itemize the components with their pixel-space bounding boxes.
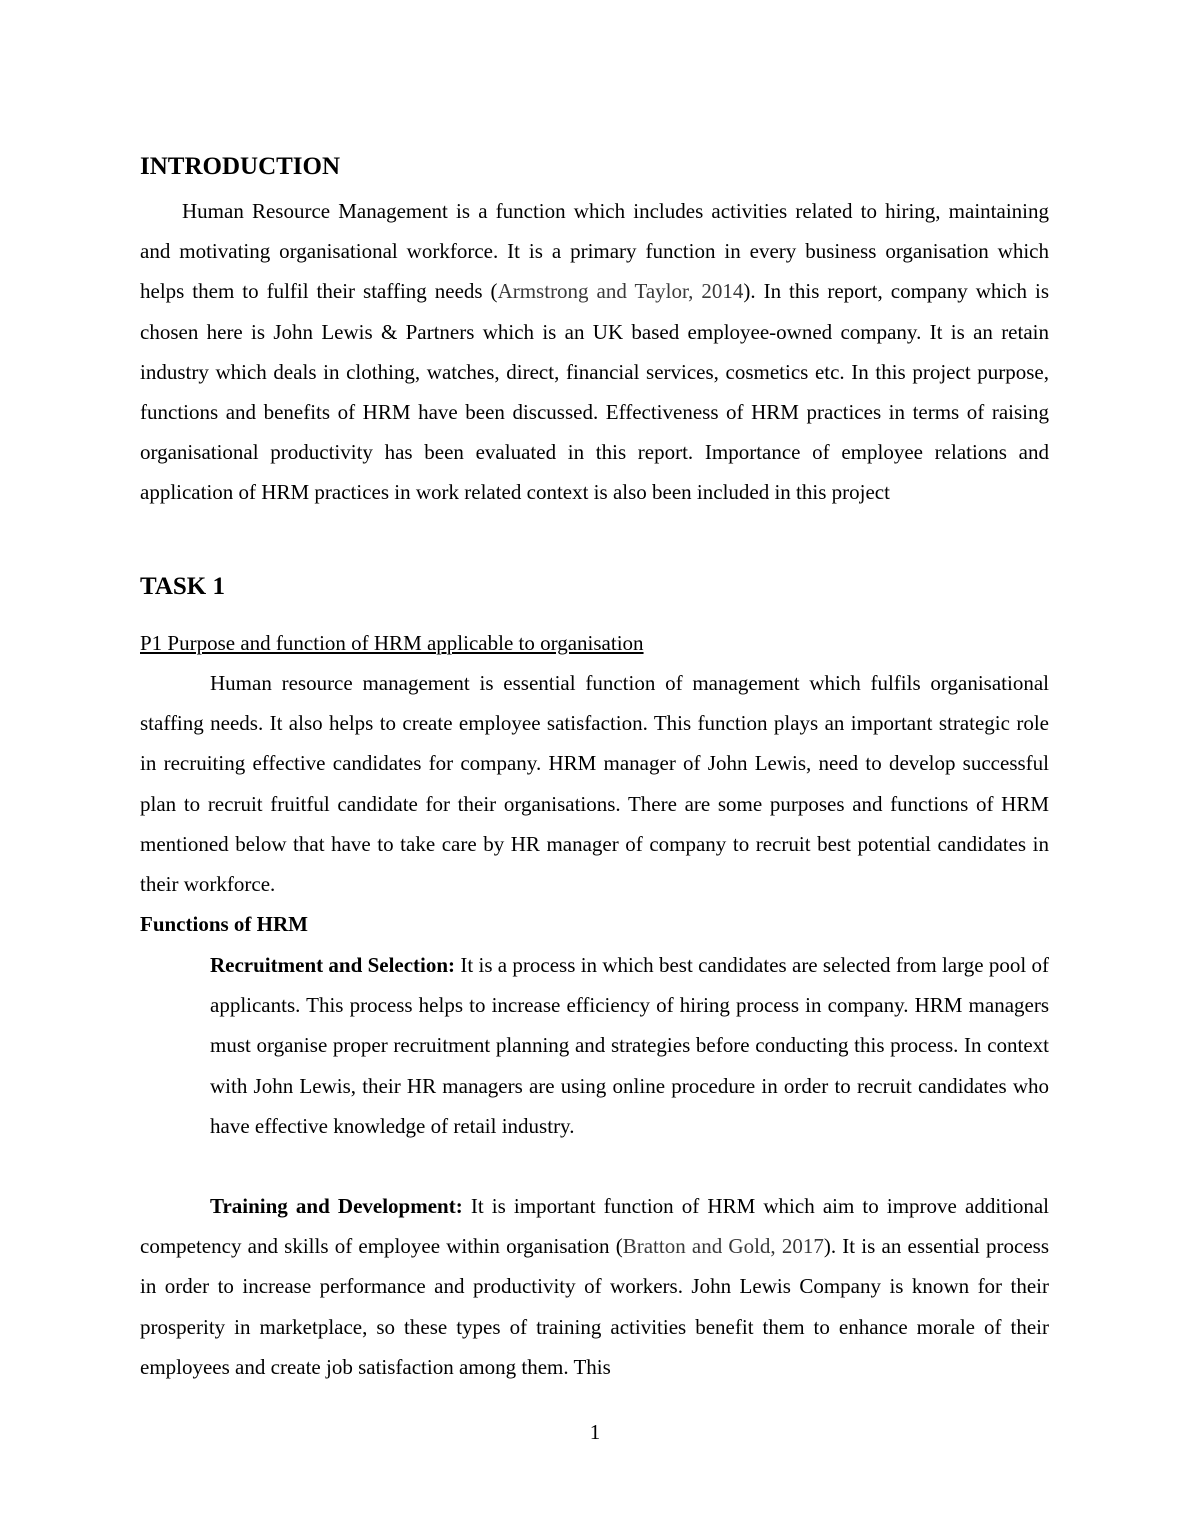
intro-text-end: ). In this report, company which is chosen here is John Lewis & Partners which is an UK based employee-owned company. It is an retain industry which deals in clothing, watches, direct, financial services, cosmetics etc. In this project purpose, functions and benefits of HRM have been discussed. Effectiveness of HRM practices in terms of raising organisational productivity has been evaluated in this report. Importance of employee relations and application of HRM practices in work related context is also been included in this project xyxy=(140,279,1050,505)
p1-subheading: P1 Purpose and function of HRM applicable to organisation xyxy=(140,631,644,655)
training-label: Training and Development: xyxy=(210,1194,463,1218)
training-text-end: ). It is an essential process in order to increase performance and productivity of workers. John Lewis Company is known for their prosperity in marketplace, so these types of training activities benefit them to enhance morale of their employees and create job satisfaction among them. This xyxy=(140,1234,1049,1379)
recruitment-paragraph xyxy=(210,945,1049,1146)
functions-heading: Functions of HRM xyxy=(140,912,308,936)
training-paragraph xyxy=(140,1186,1049,1387)
introduction-heading: INTRODUCTION xyxy=(140,153,341,180)
training-citation: Bratton and Gold, 2017 xyxy=(622,1234,824,1259)
intro-citation: Armstrong and Taylor, 2014 xyxy=(497,279,744,304)
p1-paragraph: Human resource management is essential function of management which fulfils organisational staffing needs. It also helps to create employee satisfaction. This function plays an important strategic role in recruiting effective candidates for company. HRM manager of John Lewis, need to develop successful plan to recruit fruitful candidate for their organisations. There are some purposes and functions of HRM mentioned below that have to take care by HR manager of company to recruit best potential candidates in their workforce. xyxy=(140,671,1049,897)
task1-heading: TASK 1 xyxy=(140,573,225,600)
introduction-paragraph xyxy=(140,191,1049,513)
page-number: 1 xyxy=(589,1420,601,1444)
recruitment-label: Recruitment and Selection: xyxy=(210,953,456,977)
training-text-start: It is important function of HRM which aim to improve additional competency and skills of employee within organisation ( xyxy=(140,1194,1049,1259)
intro-text-start: Human Resource Management is a function which includes activities related to hiring, maintaining and motivating organisational workforce. It is a primary function in every business organisation which helps them to fulfil their staffing needs ( xyxy=(140,199,1049,304)
recruitment-text: It is a process in which best candidates are selected from large pool of applicants. This process helps to increase efficiency of hiring process in company. HRM managers must organise proper recruitment planning and strategies before conducting this process. In context with John Lewis, their HR managers are using online procedure in order to recruit candidates who have effective knowledge of retail industry. xyxy=(210,953,1049,1138)
